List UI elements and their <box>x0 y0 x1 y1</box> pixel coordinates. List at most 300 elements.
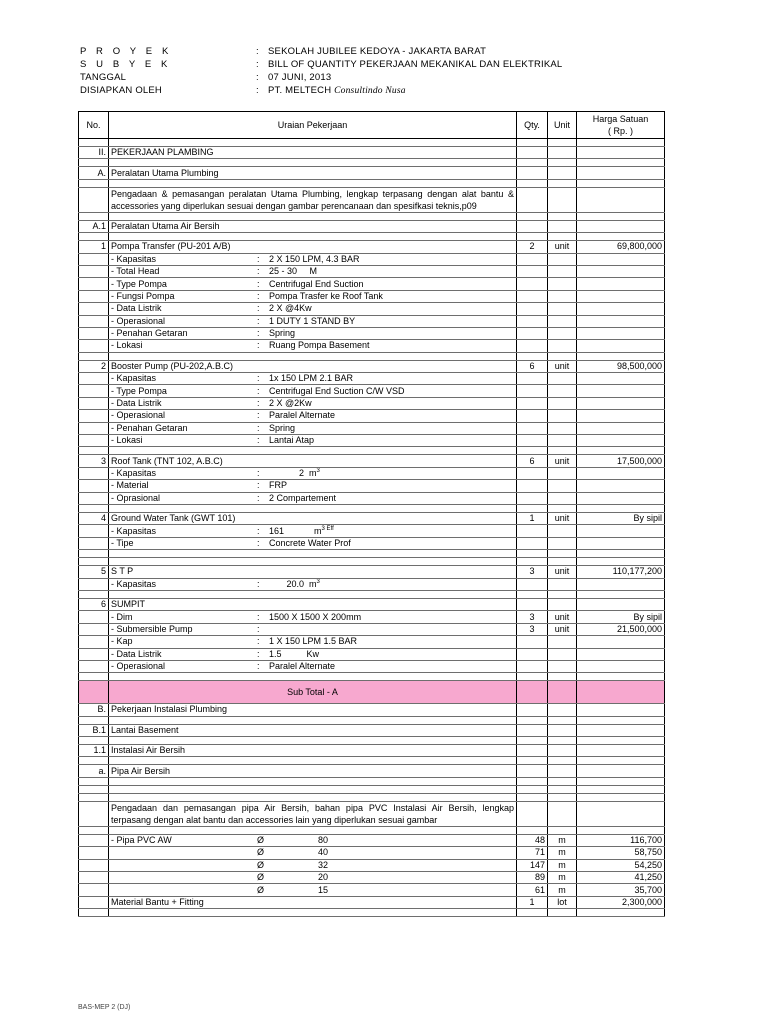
spec-colon: : <box>257 636 260 647</box>
pipe-label: - Pipa PVC AW <box>111 835 172 846</box>
item-number <box>79 435 109 447</box>
item-number <box>79 636 109 648</box>
empty-cell <box>79 187 109 212</box>
unit <box>548 265 577 277</box>
spec-colon: : <box>257 648 260 659</box>
header-row <box>80 46 680 59</box>
item-number: 1.1 <box>79 745 109 757</box>
price-header-line1: Harga Satuan <box>592 114 649 124</box>
spec-colon: : <box>257 410 260 421</box>
item-description <box>109 397 517 409</box>
unit <box>548 578 577 590</box>
unit-price <box>577 467 665 479</box>
empty-cell <box>517 673 548 681</box>
item-number <box>79 525 109 537</box>
spec-label: - Kapasitas <box>111 578 157 589</box>
spec-label: - Kapasitas <box>111 253 157 264</box>
empty-cell <box>79 793 109 801</box>
item-description <box>109 896 517 908</box>
empty-cell <box>517 504 548 512</box>
item-number: 4 <box>79 512 109 524</box>
empty-cell <box>577 159 665 167</box>
quantity <box>517 435 548 447</box>
item-description <box>109 467 517 479</box>
quantity: 6 <box>517 455 548 467</box>
spec-label: - Penahan Getaran <box>111 422 188 433</box>
pipe-line <box>111 860 514 871</box>
unit <box>548 290 577 302</box>
item-description <box>109 765 517 777</box>
table-row <box>79 785 665 793</box>
quantity <box>517 147 548 159</box>
item-description <box>109 847 517 859</box>
spec-value <box>269 649 319 660</box>
spec-line <box>111 340 514 351</box>
spec-label: - Kapasitas <box>111 468 157 478</box>
empty-cell <box>548 590 577 598</box>
table-row <box>79 435 665 447</box>
unit-price <box>577 278 665 290</box>
empty-cell <box>517 212 548 220</box>
unit-price: 17,500,000 <box>577 455 665 467</box>
pipe-line <box>111 885 514 896</box>
unit-price: By sipil <box>577 512 665 524</box>
unit <box>548 422 577 434</box>
empty-cell <box>577 590 665 598</box>
empty-cell <box>577 504 665 512</box>
spec-value <box>269 291 383 302</box>
empty-cell <box>517 187 548 212</box>
item-number: a. <box>79 765 109 777</box>
empty-cell <box>109 716 517 724</box>
empty-cell <box>577 187 665 212</box>
header-value <box>268 85 406 96</box>
pipe-size: 40 <box>317 847 328 858</box>
item-description <box>109 315 517 327</box>
description-paragraph: Pengadaan & pemasangan peralatan Utama Plumbing, lengkap terpasang dengan alat bantu & accessories yang diperlukan sesuai dengan gambar perencanaan dan spesifkasi teknis,p09 <box>109 187 517 212</box>
empty-cell <box>548 352 577 360</box>
item-description <box>109 512 517 524</box>
item-description <box>109 278 517 290</box>
empty-cell <box>79 737 109 745</box>
col-header-no: No. <box>79 112 109 139</box>
unit <box>548 636 577 648</box>
unit: m <box>548 872 577 884</box>
spec-line <box>111 468 514 479</box>
unit <box>548 397 577 409</box>
spec-line <box>111 303 514 314</box>
quantity <box>517 422 548 434</box>
spec-colon: : <box>257 398 260 409</box>
pipe-line <box>111 835 514 846</box>
empty-cell <box>577 793 665 801</box>
spec-colon: : <box>257 435 260 446</box>
item-title: SUMPIT <box>111 599 146 610</box>
table-row <box>79 212 665 220</box>
empty-cell <box>79 757 109 765</box>
table-row <box>79 673 665 681</box>
item-number <box>79 467 109 479</box>
unit-price <box>577 422 665 434</box>
empty-cell <box>577 826 665 834</box>
unit-price <box>577 745 665 757</box>
header-row <box>80 59 680 72</box>
empty-cell <box>517 757 548 765</box>
empty-cell <box>577 233 665 241</box>
spec-line <box>111 266 514 277</box>
empty-cell <box>517 681 548 704</box>
table-row <box>79 801 665 826</box>
table-row <box>79 233 665 241</box>
col-header-qty: Qty. <box>517 112 548 139</box>
empty-cell <box>548 801 577 826</box>
table-row <box>79 278 665 290</box>
table-row <box>79 385 665 397</box>
unit-price <box>577 253 665 265</box>
spec-line <box>111 636 514 647</box>
unit-price <box>577 290 665 302</box>
empty-cell <box>548 681 577 704</box>
item-description <box>109 566 517 578</box>
quantity <box>517 167 548 179</box>
unit-price <box>577 704 665 716</box>
spec-value <box>269 254 360 265</box>
empty-cell <box>109 757 517 765</box>
table-row <box>79 872 665 884</box>
empty-cell <box>79 504 109 512</box>
item-description <box>109 435 517 447</box>
empty-cell <box>577 716 665 724</box>
empty-cell <box>577 352 665 360</box>
unit-price <box>577 303 665 315</box>
empty-cell <box>548 716 577 724</box>
empty-cell <box>79 801 109 826</box>
item-number <box>79 623 109 635</box>
empty-cell <box>577 757 665 765</box>
empty-cell <box>109 590 517 598</box>
unit-price: 116,700 <box>577 834 665 846</box>
item-number <box>79 278 109 290</box>
table-row <box>79 327 665 339</box>
table-row <box>79 512 665 524</box>
quantity <box>517 480 548 492</box>
empty-cell <box>79 139 109 147</box>
unit-price <box>577 537 665 549</box>
unit-price <box>577 598 665 610</box>
spec-value-text: 2 X 150 LPM, 4.3 BAR <box>269 253 360 264</box>
pipe-label <box>111 872 257 883</box>
item-title: Peralatan Utama Plumbing <box>111 167 219 178</box>
unit-price <box>577 492 665 504</box>
table-row <box>79 777 665 785</box>
spec-colon: : <box>257 303 260 314</box>
spec-line <box>111 612 514 623</box>
table-row <box>79 623 665 635</box>
spec-value-text: 1x 150 LPM 2.1 BAR <box>269 373 354 384</box>
bill-of-quantity-table <box>78 111 665 917</box>
spec-line <box>111 480 514 491</box>
spec-value <box>269 373 353 384</box>
quantity: 1 <box>517 896 548 908</box>
spec-line <box>111 291 514 302</box>
quantity: 2 <box>517 241 548 253</box>
empty-cell <box>517 793 548 801</box>
spec-line <box>111 649 514 660</box>
quantity <box>517 704 548 716</box>
item-number: A.1 <box>79 220 109 232</box>
unit-price <box>577 340 665 352</box>
spec-value <box>269 340 370 351</box>
unit <box>548 492 577 504</box>
empty-cell <box>517 716 548 724</box>
spec-label: - Type Pompa <box>111 278 167 289</box>
empty-cell <box>517 826 548 834</box>
unit-price: 35,700 <box>577 884 665 896</box>
empty-cell <box>79 716 109 724</box>
item-title: Material Bantu + Fitting <box>111 896 204 907</box>
empty-cell <box>517 777 548 785</box>
spec-value-text: 25 - 30 M <box>269 266 318 277</box>
empty-cell <box>548 550 577 558</box>
spec-line <box>111 423 514 434</box>
item-number <box>79 265 109 277</box>
item-description <box>109 167 517 179</box>
spec-value <box>269 303 312 314</box>
quantity <box>517 327 548 339</box>
item-description <box>109 525 517 537</box>
spec-line <box>111 538 514 549</box>
spec-value-text: 2 Compartement <box>269 492 337 503</box>
spec-value-text: FRP <box>269 480 287 491</box>
empty-cell <box>577 777 665 785</box>
spec-line <box>111 435 514 446</box>
empty-cell <box>517 233 548 241</box>
empty-cell <box>577 212 665 220</box>
empty-cell <box>79 777 109 785</box>
table-header-row <box>79 112 665 139</box>
table-row <box>79 480 665 492</box>
subtotal-label: Sub Total - A <box>109 681 517 704</box>
unit-price: 2,300,000 <box>577 896 665 908</box>
unit-price <box>577 397 665 409</box>
header-row <box>80 72 680 85</box>
unit <box>548 410 577 422</box>
quantity: 61 <box>517 884 548 896</box>
table-row <box>79 704 665 716</box>
consultant-name: Consultindo Nusa <box>334 86 406 96</box>
empty-cell <box>517 352 548 360</box>
empty-cell <box>517 801 548 826</box>
item-description <box>109 884 517 896</box>
empty-cell <box>79 673 109 681</box>
unit <box>548 480 577 492</box>
quantity <box>517 397 548 409</box>
quantity: 48 <box>517 834 548 846</box>
table-row <box>79 550 665 558</box>
header-label: P R O Y E K <box>80 46 172 57</box>
spec-value-text: 2 X @4Kw <box>269 303 312 314</box>
spec-label: - Material <box>111 480 149 491</box>
pipe-size: 20 <box>317 872 328 883</box>
item-number <box>79 847 109 859</box>
spec-colon: : <box>257 278 260 289</box>
quantity <box>517 265 548 277</box>
unit: lot <box>548 896 577 908</box>
unit: m <box>548 884 577 896</box>
table-row <box>79 757 665 765</box>
unit-price <box>577 578 665 590</box>
table-row <box>79 660 665 672</box>
spec-value-text: 1 DUTY 1 STAND BY <box>269 315 356 326</box>
item-number <box>79 340 109 352</box>
empty-cell <box>517 590 548 598</box>
table-row <box>79 147 665 159</box>
item-description <box>109 724 517 736</box>
pipe-label <box>111 860 257 871</box>
unit-price: 110,177,200 <box>577 566 665 578</box>
spec-value <box>269 661 335 672</box>
spec-value-text: Paralel Alternate <box>269 410 336 421</box>
empty-cell <box>577 909 665 917</box>
item-description <box>109 872 517 884</box>
empty-cell <box>79 681 109 704</box>
spec-value <box>269 410 335 421</box>
table-row <box>79 422 665 434</box>
quantity <box>517 467 548 479</box>
pipe-line <box>111 847 514 858</box>
table-row <box>79 793 665 801</box>
empty-cell <box>577 179 665 187</box>
item-description <box>109 455 517 467</box>
header-value-text: SEKOLAH JUBILEE KEDOYA - JAKARTA BARAT <box>268 46 487 57</box>
unit: unit <box>548 455 577 467</box>
table-row <box>79 290 665 302</box>
item-description <box>109 253 517 265</box>
table-row <box>79 590 665 598</box>
spec-colon: : <box>257 611 260 622</box>
table-row <box>79 179 665 187</box>
empty-cell <box>517 909 548 917</box>
item-number <box>79 253 109 265</box>
unit <box>548 278 577 290</box>
quantity: 147 <box>517 859 548 871</box>
empty-cell <box>548 673 577 681</box>
table-row <box>79 253 665 265</box>
table-row <box>79 681 665 704</box>
table-row <box>79 884 665 896</box>
empty-cell <box>548 212 577 220</box>
item-number <box>79 896 109 908</box>
unit-price <box>577 480 665 492</box>
item-description <box>109 340 517 352</box>
quantity <box>517 410 548 422</box>
table-row <box>79 241 665 253</box>
price-header-line2: ( Rp. ) <box>607 126 633 136</box>
spec-label: - Data Listrik <box>111 398 162 409</box>
table-row <box>79 360 665 372</box>
page-footer: BAS-MEP 2 (DJ) <box>78 1004 131 1011</box>
spec-value <box>269 266 317 277</box>
unit <box>548 598 577 610</box>
spec-value <box>269 636 357 647</box>
item-description <box>109 745 517 757</box>
unit-price <box>577 765 665 777</box>
empty-cell <box>109 550 517 558</box>
spec-value <box>269 480 287 491</box>
empty-cell <box>79 826 109 834</box>
quantity <box>517 253 548 265</box>
spec-label: - Kapasitas <box>111 373 157 384</box>
empty-cell <box>517 139 548 147</box>
item-description <box>109 660 517 672</box>
spec-label: - Penahan Getaran <box>111 328 188 339</box>
unit <box>548 765 577 777</box>
empty-cell <box>548 233 577 241</box>
empty-cell <box>548 826 577 834</box>
item-description <box>109 385 517 397</box>
spec-label: - Tipe <box>111 537 134 548</box>
spec-label: - Data Listrik <box>111 303 162 314</box>
item-number <box>79 537 109 549</box>
table-row <box>79 648 665 660</box>
header-colon: : <box>256 59 259 70</box>
item-description <box>109 373 517 385</box>
unit <box>548 303 577 315</box>
diameter-symbol: Ø <box>257 884 265 895</box>
spec-label: - Lokasi <box>111 435 143 446</box>
col-header-unit: Unit <box>548 112 577 139</box>
unit <box>548 253 577 265</box>
empty-cell <box>109 139 517 147</box>
spec-value <box>269 579 320 590</box>
col-header-price <box>577 112 665 139</box>
unit <box>548 315 577 327</box>
empty-cell <box>79 447 109 455</box>
diameter-symbol: Ø <box>257 847 265 858</box>
spec-value-text: Concrete Water Prof <box>269 537 351 548</box>
item-number: 1 <box>79 241 109 253</box>
unit: unit <box>548 360 577 372</box>
quantity <box>517 315 548 327</box>
spec-line <box>111 254 514 265</box>
table-row <box>79 467 665 479</box>
item-number <box>79 611 109 623</box>
empty-cell <box>548 737 577 745</box>
item-description <box>109 360 517 372</box>
unit-price <box>577 410 665 422</box>
spec-value <box>269 328 295 339</box>
unit-superscript: 3 <box>316 578 320 585</box>
spec-value-text: 161 m <box>269 525 322 536</box>
spec-value <box>269 493 336 504</box>
item-title: Pipa Air Bersih <box>111 765 171 776</box>
unit-price <box>577 147 665 159</box>
spec-line <box>111 579 514 590</box>
header-label: S U B Y E K <box>80 59 171 70</box>
header-colon: : <box>256 85 259 96</box>
empty-cell <box>79 558 109 566</box>
unit <box>548 373 577 385</box>
table-row <box>79 265 665 277</box>
spec-value <box>269 538 351 549</box>
item-number <box>79 578 109 590</box>
unit <box>548 327 577 339</box>
empty-cell <box>577 447 665 455</box>
item-description <box>109 327 517 339</box>
spec-colon: : <box>257 290 260 301</box>
empty-cell <box>79 909 109 917</box>
item-title: Pekerjaan Instalasi Plumbing <box>111 704 228 715</box>
